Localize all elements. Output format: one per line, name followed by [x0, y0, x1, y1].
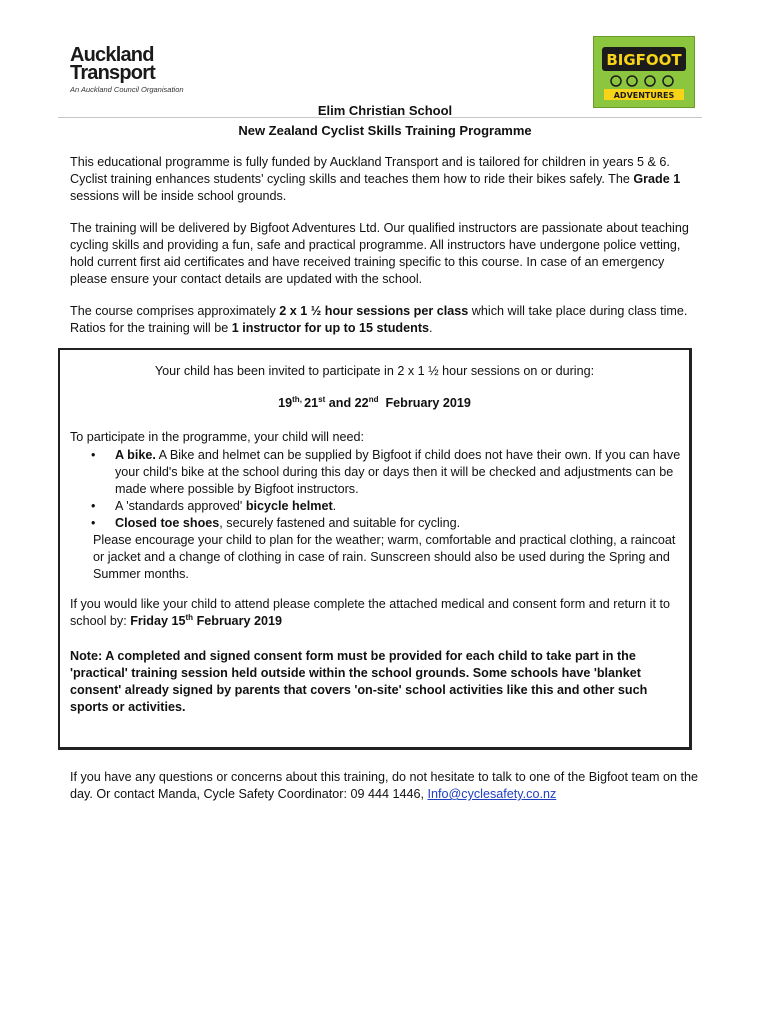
- bf-logo-word1: BIGFOOT: [606, 51, 682, 69]
- consent-note: Note: A completed and signed consent form must be provided for each child to take part in the 'practical' training session held outside within the school grounds. Some schools have 'blanket consent' already signed by parents that covers 'on-site' school activities like this and other such sports or activities.: [70, 649, 648, 714]
- list-item: • A bike. A Bike and helmet can be supplied by Bigfoot if child does not have their own. If you can have your child's bike at the school during this day or days then it will be checked and adjustments can be made where possible by Bigfoot instructors.: [91, 448, 681, 496]
- list-item: • Closed toe shoes, securely fastened and suitable for cycling.: [91, 516, 461, 530]
- contact-paragraph: If you have any questions or concerns about this training, do not hesitate to talk to one of the Bigfoot team on the day. Or contact Manda, Cycle Safety Coordinator: 09 444 1446, Info@cyclesafety.co.nz: [70, 770, 698, 801]
- bigfoot-adventures-logo: [593, 36, 695, 108]
- invite-text: Your child has been invited to participate in 2 x 1 ½ hour sessions on or during:: [154, 364, 595, 378]
- school-name: Elim Christian School: [317, 103, 453, 118]
- bf-wheel-icon: [663, 76, 673, 86]
- bullet-icon: •: [91, 448, 96, 462]
- invitation-box: [58, 348, 692, 750]
- auckland-transport-logo: [70, 46, 190, 94]
- programme-title: New Zealand Cyclist Skills Training Programme: [238, 123, 532, 138]
- email-link[interactable]: Info@cyclesafety.co.nz: [427, 787, 557, 801]
- list-item: • A 'standards approved' bicycle helmet.: [91, 499, 337, 513]
- at-logo-line1: Auckland: [70, 44, 154, 66]
- bf-logo-word2: ADVENTURES: [613, 91, 675, 100]
- session-dates: $19^{th,}$ 21st and 22nd February 2019: [278, 395, 471, 410]
- course-paragraph: The course comprises approximately 2 x 1 ½ hour sessions per class which will take place during class time. Ratios for the training will be 1 instructor for up to 15 students.: [70, 304, 688, 335]
- requirements-list: [70, 447, 682, 532]
- weather-advice: Please encourage your child to plan for the weather; warm, comfortable and practical clothing, a raincoat or jacket and a change of clothing in case of rain. Sunscreen should also be used during the Spring and Summer months.: [93, 533, 676, 581]
- bf-wheel-icon: [627, 76, 637, 86]
- requirements-intro: To participate in the programme, your child will need:: [70, 430, 364, 444]
- bf-wheel-icon: [645, 76, 655, 86]
- consent-deadline: If you would like your child to attend please complete the attached medical and consent form and return it to school by: Friday 15th February 2019: [70, 597, 670, 628]
- bullet-icon: •: [91, 499, 96, 513]
- intro-paragraph: This educational programme is fully funded by Auckland Transport and is tailored for children in years 5 & 6. Cyclist training enhances students' cycling skills and teaches them how to ride their bikes safely. The Grade 1 sessions will be inside school grounds.: [70, 155, 681, 203]
- bullet-icon: •: [91, 516, 96, 530]
- at-logo-line2: Transport: [70, 62, 156, 84]
- instructors-paragraph: The training will be delivered by Bigfoot Adventures Ltd. Our qualified instructors are passionate about teaching cycling skills and providing a fun, safe and practical programme. All instructors have undergone police vetting, hold current first aid certificates and have received training specific to this course. In case of an emergency please ensure your contact details are updated with the school.: [70, 221, 689, 286]
- at-logo-tagline: An Auckland Council Organisation: [70, 85, 184, 94]
- bf-wheel-icon: [611, 76, 621, 86]
